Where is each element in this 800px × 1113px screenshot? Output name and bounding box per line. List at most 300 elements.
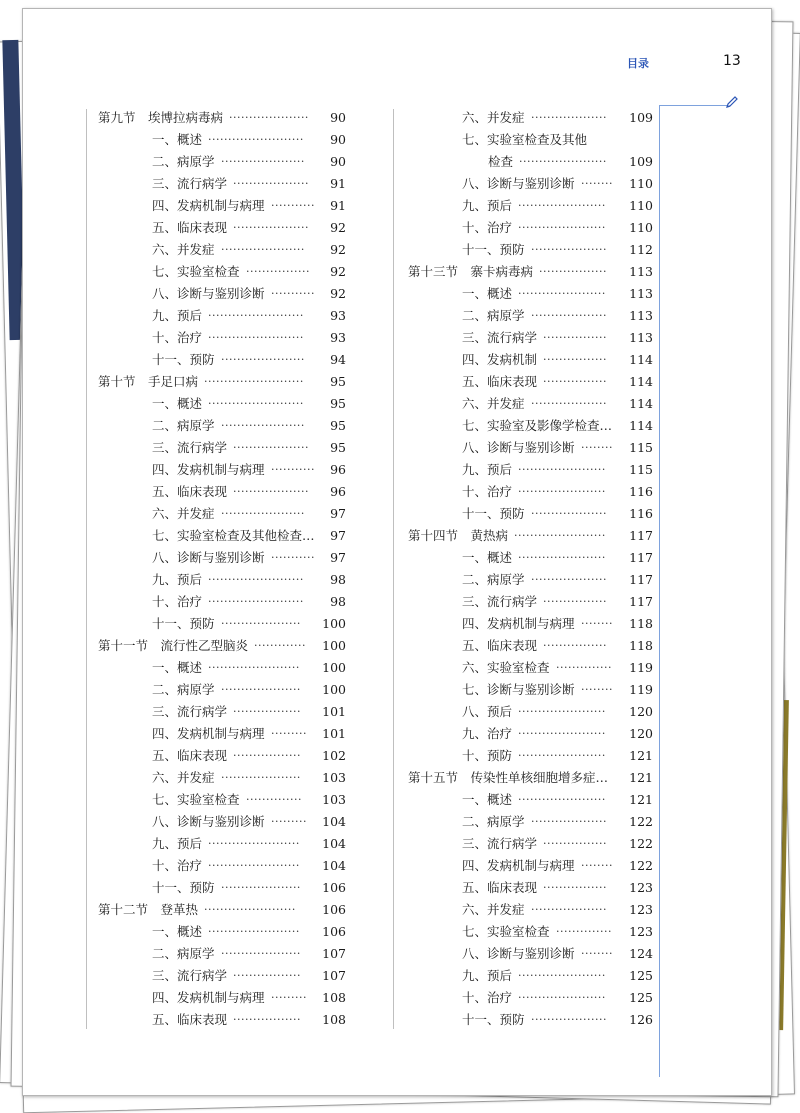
toc-entry-page: 116 (629, 506, 653, 521)
toc-entry-page: 100 (322, 638, 346, 653)
toc-entry-page: 120 (629, 704, 653, 719)
toc-entry-page: 97 (330, 550, 346, 565)
toc-entry-page: 121 (629, 792, 653, 807)
toc-entry-page: 109 (629, 154, 653, 169)
toc-entry-page: 117 (629, 550, 653, 565)
pen-icon (725, 95, 739, 109)
toc-leader-dots: ··················· (233, 177, 309, 190)
toc-leader-dots: ···················· (221, 617, 301, 630)
toc-leader-dots: ··········· (271, 287, 315, 300)
toc-leader-dots: ················ (246, 265, 310, 278)
toc-entry-page: 120 (629, 726, 653, 741)
toc-entry-title: 四、发病机制 (462, 352, 538, 367)
toc-entry[interactable] (408, 481, 653, 503)
toc-leader-dots: ························· (204, 375, 304, 388)
toc-entry-title: 二、病原学 (152, 154, 215, 169)
toc-entry[interactable] (408, 613, 653, 635)
toc-leader-dots: ··················· (531, 309, 607, 322)
toc-entry-title: 第九节 埃博拉病毒病 (98, 110, 224, 125)
toc-entry[interactable] (98, 283, 346, 305)
toc-entry-page: 102 (322, 748, 346, 763)
toc-entry-page: 115 (629, 440, 653, 455)
toc-entry[interactable] (98, 767, 346, 789)
margin-rule (659, 105, 660, 1077)
toc-section-entry[interactable] (408, 767, 653, 789)
toc-entry[interactable] (98, 877, 346, 899)
toc-entry-page: 100 (322, 660, 346, 675)
toc-leader-dots: ················ (543, 595, 607, 608)
toc-leader-dots: ················· (233, 969, 301, 982)
toc-leader-dots: ····················· (221, 419, 305, 432)
toc-entry-page: 91 (330, 176, 346, 191)
toc-entry-title: 五、临床表现 (152, 484, 228, 499)
toc-leader-dots: ··········· (271, 199, 315, 212)
toc-entry[interactable] (408, 701, 653, 723)
toc-leader-dots: ······················ (518, 287, 606, 300)
toc-entry-title: 四、发病机制与病理 (462, 858, 575, 873)
toc-leader-dots: ······················ (518, 793, 606, 806)
toc-entry[interactable] (98, 943, 346, 965)
toc-entry-page: 114 (629, 352, 653, 367)
toc-leader-dots: ··················· (233, 221, 309, 234)
toc-entry-title: 三、流行病学 (152, 176, 228, 191)
toc-entry-page: 114 (629, 418, 653, 433)
toc-entry-page: 95 (330, 440, 346, 455)
toc-entry-title: 检查 (488, 154, 514, 169)
toc-entry-page: 92 (330, 242, 346, 257)
toc-entry[interactable] (408, 789, 653, 811)
toc-entry-title: 三、流行病学 (462, 330, 538, 345)
toc-entry[interactable] (98, 987, 346, 1009)
toc-entry-title: 十、治疗 (152, 330, 203, 345)
toc-leader-dots: ········ (581, 441, 613, 454)
toc-entry-title: 二、病原学 (462, 814, 525, 829)
toc-entry-title: 四、发病机制与病理 (152, 990, 265, 1005)
toc-entry-title: 第十四节 黄热病 (408, 528, 509, 543)
toc-entry[interactable] (408, 723, 653, 745)
toc-entry[interactable] (98, 261, 346, 283)
toc-entry-title: 十一、预防 (152, 616, 215, 631)
toc-entry-title: 四、发病机制与病理 (152, 726, 265, 741)
toc-entry-title: 八、诊断与鉴别诊断 (152, 814, 265, 829)
toc-entry-title: 七、实验室检查 (152, 264, 240, 279)
toc-entry[interactable] (408, 569, 653, 591)
toc-entry-title: 六、并发症 (152, 242, 215, 257)
toc-entry[interactable] (98, 173, 346, 195)
toc-entry-page: 114 (629, 374, 653, 389)
toc-entry-title: 第十一节 流行性乙型脑炎 (98, 638, 249, 653)
toc-leader-dots: ····················· (221, 243, 305, 256)
toc-entry-title: 第十三节 寨卡病毒病 (408, 264, 534, 279)
toc-entry-page: 121 (629, 748, 653, 763)
toc-entry[interactable] (408, 371, 653, 393)
toc-entry[interactable] (98, 723, 346, 745)
toc-entry[interactable] (408, 965, 653, 987)
toc-entry[interactable] (408, 921, 653, 943)
toc-entry-page: 98 (330, 572, 346, 587)
toc-entry[interactable] (408, 503, 653, 525)
toc-entry-page: 109 (629, 110, 653, 125)
toc-entry-page: 95 (330, 374, 346, 389)
toc-entry[interactable] (98, 195, 346, 217)
toc-entry-page: 108 (322, 990, 346, 1005)
toc-entry-page: 119 (629, 660, 653, 675)
toc-entry[interactable] (408, 151, 653, 173)
toc-leader-dots: ······················ (519, 155, 607, 168)
column-rule-left (86, 109, 87, 1029)
toc-entry-title: 三、流行病学 (462, 836, 538, 851)
toc-leader-dots: ····················· (221, 155, 305, 168)
toc-entry[interactable] (98, 789, 346, 811)
toc-entry-title: 四、发病机制与病理 (152, 198, 265, 213)
toc-entry[interactable] (98, 921, 346, 943)
toc-entry-page: 114 (629, 396, 653, 411)
toc-entry-title: 五、临床表现 (152, 220, 228, 235)
toc-entry-page: 92 (330, 220, 346, 235)
toc-entry-page: 119 (629, 682, 653, 697)
toc-entry-page: 124 (629, 946, 653, 961)
toc-leader-dots: ··················· (531, 507, 607, 520)
toc-entry-page: 117 (629, 572, 653, 587)
toc-entry[interactable] (408, 899, 653, 921)
toc-leader-dots: ·············· (556, 661, 612, 674)
toc-leader-dots: ··········· (271, 551, 315, 564)
toc-entry-page: 97 (330, 506, 346, 521)
toc-leader-dots: ················· (233, 1013, 301, 1026)
toc-entry-page: 122 (629, 814, 653, 829)
toc-entry[interactable] (408, 393, 653, 415)
toc-entry-title: 九、预后 (152, 308, 203, 323)
toc-entry-title: 十、治疗 (462, 220, 513, 235)
toc-entry-title: 二、病原学 (462, 572, 525, 587)
toc-entry[interactable] (408, 415, 653, 437)
toc-entry[interactable] (408, 349, 653, 371)
toc-leader-dots: ··················· (531, 815, 607, 828)
toc-entry[interactable] (98, 437, 346, 459)
toc-entry-page: 93 (330, 330, 346, 345)
toc-leader-dots: ········· (271, 991, 307, 1004)
toc-page (22, 8, 772, 1096)
toc-column-left (98, 107, 346, 1031)
toc-leader-dots: ······················· (208, 859, 300, 872)
toc-entry-page: 101 (322, 704, 346, 719)
toc-entry[interactable] (98, 833, 346, 855)
toc-leader-dots: ········ (581, 177, 613, 190)
toc-entry-page: 110 (629, 198, 653, 213)
toc-entry[interactable] (408, 459, 653, 481)
toc-leader-dots: ······················ (518, 727, 606, 740)
toc-leader-dots: ················ (543, 639, 607, 652)
toc-entry[interactable] (98, 855, 346, 877)
toc-entry-title: 七、实验室检查及其他 (462, 132, 588, 147)
toc-entry-page: 115 (629, 462, 653, 477)
toc-leader-dots: ··················· (531, 573, 607, 586)
toc-entry-title: 二、病原学 (152, 946, 215, 961)
toc-entry[interactable] (98, 503, 346, 525)
toc-entry-title: 八、诊断与鉴别诊断 (152, 550, 265, 565)
toc-section-entry[interactable] (98, 899, 346, 921)
toc-section-entry[interactable] (98, 371, 346, 393)
toc-entry-page: 116 (629, 484, 653, 499)
toc-entry-page: 92 (330, 264, 346, 279)
toc-entry[interactable] (408, 987, 653, 1009)
section-label: 目录 (627, 57, 649, 70)
toc-entry-title: 七、实验室及影像学检查… (462, 418, 613, 433)
toc-entry-page: 113 (629, 308, 653, 323)
toc-entry[interactable] (408, 943, 653, 965)
toc-entry[interactable] (408, 855, 653, 877)
toc-entry-title: 十、治疗 (462, 990, 513, 1005)
toc-leader-dots: ····················· (221, 353, 305, 366)
toc-leader-dots: ··················· (531, 397, 607, 410)
toc-entry-page: 90 (330, 132, 346, 147)
toc-entry[interactable] (408, 591, 653, 613)
toc-entry-page: 126 (629, 1012, 653, 1027)
toc-entry[interactable] (408, 195, 653, 217)
toc-leader-dots: ················ (543, 353, 607, 366)
toc-entry-page: 103 (322, 770, 346, 785)
toc-leader-dots: ················· (539, 265, 607, 278)
toc-entry-title: 十一、预防 (462, 242, 525, 257)
toc-entry[interactable] (98, 591, 346, 613)
toc-entry-page: 107 (322, 946, 346, 961)
toc-entry[interactable] (98, 327, 346, 349)
column-rule-middle (393, 109, 394, 1029)
toc-entry-page: 97 (330, 528, 346, 543)
toc-entry-title: 七、实验室检查 (152, 792, 240, 807)
toc-entry-title: 五、临床表现 (152, 748, 228, 763)
toc-entry[interactable] (408, 217, 653, 239)
toc-entry[interactable] (408, 547, 653, 569)
toc-entry[interactable] (98, 129, 346, 151)
toc-entry[interactable] (98, 547, 346, 569)
toc-entry-title: 五、临床表现 (462, 880, 538, 895)
toc-entry-title: 九、预后 (462, 198, 513, 213)
toc-entry[interactable] (98, 745, 346, 767)
toc-column-right (408, 107, 653, 1031)
toc-entry-title: 三、流行病学 (462, 594, 538, 609)
toc-entry-page: 95 (330, 396, 346, 411)
toc-entry-title: 一、概述 (152, 132, 203, 147)
toc-entry-page: 123 (629, 924, 653, 939)
toc-entry-page: 121 (629, 770, 653, 785)
toc-entry[interactable] (98, 217, 346, 239)
toc-entry[interactable] (408, 305, 653, 327)
page-number: 13 (723, 53, 741, 69)
toc-leader-dots: ······················· (204, 903, 296, 916)
toc-entry[interactable] (408, 657, 653, 679)
toc-entry-page: 118 (629, 638, 653, 653)
toc-entry[interactable] (98, 393, 346, 415)
toc-leader-dots: ···················· (221, 881, 301, 894)
toc-leader-dots: ······················ (518, 221, 606, 234)
toc-entry-page: 104 (322, 814, 346, 829)
toc-leader-dots: ················· (233, 749, 301, 762)
toc-leader-dots: ······················ (518, 485, 606, 498)
toc-entry-page: 95 (330, 418, 346, 433)
toc-entry-page: 100 (322, 682, 346, 697)
toc-entry[interactable] (408, 877, 653, 899)
toc-entry[interactable] (98, 811, 346, 833)
toc-leader-dots: ···················· (221, 683, 301, 696)
toc-leader-dots: ········· (271, 815, 307, 828)
toc-entry-title: 九、预后 (462, 462, 513, 477)
toc-entry-page: 106 (322, 924, 346, 939)
toc-entry-title: 六、并发症 (152, 770, 215, 785)
toc-leader-dots: ······················ (518, 199, 606, 212)
toc-entry-title: 十、治疗 (152, 858, 203, 873)
toc-entry-page: 100 (322, 616, 346, 631)
toc-leader-dots: ······················ (518, 463, 606, 476)
toc-entry[interactable] (408, 745, 653, 767)
toc-entry-page: 90 (330, 110, 346, 125)
toc-entry[interactable] (408, 107, 653, 129)
toc-entry-title: 十一、预防 (152, 352, 215, 367)
toc-entry-title: 五、临床表现 (152, 1012, 228, 1027)
toc-entry-title: 四、发病机制与病理 (462, 616, 575, 631)
toc-section-entry[interactable] (98, 635, 346, 657)
toc-entry-title: 五、临床表现 (462, 374, 538, 389)
toc-leader-dots: ························ (208, 573, 304, 586)
toc-entry-page: 110 (629, 220, 653, 235)
toc-section-entry[interactable] (408, 525, 653, 547)
toc-entry-page: 125 (629, 990, 653, 1005)
toc-entry[interactable] (408, 833, 653, 855)
toc-leader-dots: ················· (233, 705, 301, 718)
toc-leader-dots: ························ (208, 309, 304, 322)
toc-entry-title: 二、病原学 (462, 308, 525, 323)
toc-entry[interactable] (408, 1009, 653, 1031)
toc-entry-title: 六、并发症 (462, 902, 525, 917)
toc-leader-dots: ··················· (531, 1013, 607, 1026)
toc-entry[interactable] (408, 635, 653, 657)
toc-leader-dots: ··················· (233, 441, 309, 454)
toc-leader-dots: ·············· (246, 793, 302, 806)
toc-entry-title: 三、流行病学 (152, 968, 228, 983)
toc-entry-page: 122 (629, 836, 653, 851)
toc-leader-dots: ······················· (208, 925, 300, 938)
toc-entry-title: 第十五节 传染性单核细胞增多症… (408, 770, 609, 785)
toc-entry-page: 90 (330, 154, 346, 169)
toc-leader-dots: ········· (271, 727, 307, 740)
toc-leader-dots: ····················· (221, 507, 305, 520)
toc-entry[interactable] (408, 239, 653, 261)
toc-leader-dots: ·············· (556, 925, 612, 938)
toc-entry[interactable] (408, 129, 653, 151)
toc-leader-dots: ··················· (531, 111, 607, 124)
toc-entry[interactable] (98, 965, 346, 987)
toc-leader-dots: ················ (543, 375, 607, 388)
toc-entry-title: 六、并发症 (152, 506, 215, 521)
toc-entry[interactable] (408, 283, 653, 305)
toc-entry-title: 七、实验室检查及其他检查… (152, 528, 315, 543)
toc-leader-dots: ······················ (518, 705, 606, 718)
toc-entry-title: 第十二节 登革热 (98, 902, 199, 917)
toc-leader-dots: ········ (581, 947, 613, 960)
toc-entry[interactable] (408, 327, 653, 349)
toc-entry-page: 96 (330, 462, 346, 477)
toc-entry-title: 十一、预防 (462, 1012, 525, 1027)
toc-entry[interactable] (98, 569, 346, 591)
toc-leader-dots: ························ (208, 595, 304, 608)
toc-leader-dots: ···················· (221, 771, 301, 784)
toc-entry-page: 104 (322, 836, 346, 851)
toc-entry[interactable] (98, 459, 346, 481)
toc-entry-title: 四、发病机制与病理 (152, 462, 265, 477)
toc-entry[interactable] (408, 679, 653, 701)
toc-leader-dots: ················ (543, 331, 607, 344)
toc-entry[interactable] (98, 151, 346, 173)
toc-leader-dots: ················ (543, 837, 607, 850)
toc-entry-page: 118 (629, 616, 653, 631)
toc-entry[interactable] (98, 657, 346, 679)
toc-leader-dots: ···················· (229, 111, 309, 124)
toc-entry[interactable] (98, 613, 346, 635)
toc-entry-title: 第十节 手足口病 (98, 374, 199, 389)
toc-entry-title: 八、预后 (462, 704, 513, 719)
toc-entry-title: 一、概述 (462, 550, 513, 565)
toc-entry[interactable] (408, 173, 653, 195)
toc-entry-title: 九、预后 (152, 836, 203, 851)
toc-entry-page: 92 (330, 286, 346, 301)
toc-entry-page: 110 (629, 176, 653, 191)
toc-leader-dots: ··················· (531, 903, 607, 916)
toc-entry[interactable] (408, 437, 653, 459)
toc-entry[interactable] (98, 1009, 346, 1031)
toc-entry[interactable] (408, 811, 653, 833)
toc-entry-page: 103 (322, 792, 346, 807)
toc-entry[interactable] (98, 481, 346, 503)
toc-entry-title: 一、概述 (462, 286, 513, 301)
toc-entry-title: 九、预后 (152, 572, 203, 587)
toc-entry[interactable] (98, 415, 346, 437)
toc-entry-title: 十、预防 (462, 748, 513, 763)
toc-entry-page: 94 (330, 352, 346, 367)
toc-entry-title: 八、诊断与鉴别诊断 (462, 440, 575, 455)
toc-leader-dots: ························ (208, 397, 304, 410)
toc-leader-dots: ············· (254, 639, 306, 652)
toc-leader-dots: ················ (543, 881, 607, 894)
toc-entry[interactable] (98, 679, 346, 701)
toc-entry-page: 123 (629, 880, 653, 895)
toc-entry-page: 113 (629, 330, 653, 345)
toc-entry-title: 八、诊断与鉴别诊断 (152, 286, 265, 301)
toc-entry-title: 二、病原学 (152, 418, 215, 433)
toc-entry-title: 一、概述 (462, 792, 513, 807)
toc-section-entry[interactable] (98, 107, 346, 129)
toc-entry[interactable] (98, 305, 346, 327)
toc-entry[interactable] (98, 349, 346, 371)
toc-section-entry[interactable] (408, 261, 653, 283)
toc-entry-page: 98 (330, 594, 346, 609)
toc-entry-title: 一、概述 (152, 396, 203, 411)
toc-entry-title: 一、概述 (152, 924, 203, 939)
toc-entry-page: 106 (322, 902, 346, 917)
toc-leader-dots: ························ (208, 331, 304, 344)
toc-leader-dots: ······················· (208, 837, 300, 850)
toc-leader-dots: ······················ (518, 749, 606, 762)
toc-leader-dots: ··················· (233, 485, 309, 498)
toc-leader-dots: ········ (581, 683, 613, 696)
toc-leader-dots: ···················· (221, 947, 301, 960)
toc-entry[interactable] (98, 701, 346, 723)
toc-leader-dots: ··········· (271, 463, 315, 476)
toc-entry-page: 93 (330, 308, 346, 323)
toc-leader-dots: ······················ (518, 551, 606, 564)
toc-entry[interactable] (98, 239, 346, 261)
toc-entry[interactable] (98, 525, 346, 547)
margin-rule-top (659, 105, 727, 106)
